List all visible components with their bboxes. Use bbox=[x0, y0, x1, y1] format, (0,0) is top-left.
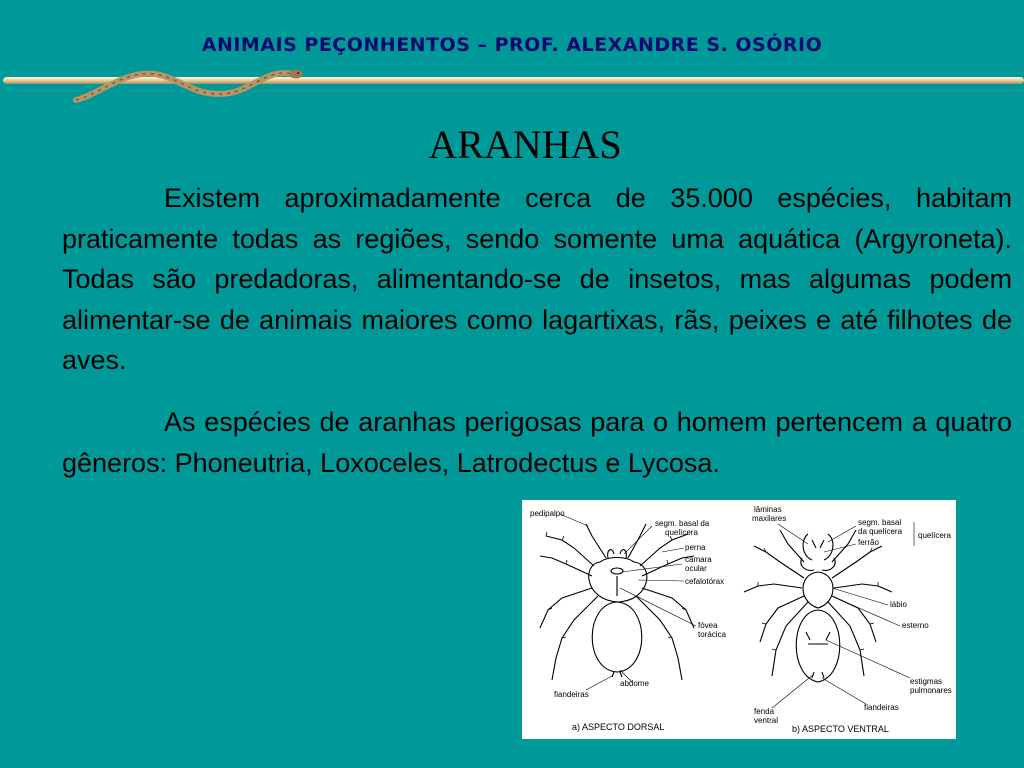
caption-ventral: b) ASPECTO VENTRAL bbox=[792, 724, 889, 734]
label-fiandeiras-dorsal: fiandeiras bbox=[554, 690, 589, 699]
caption-dorsal: a) ASPECTO DORSAL bbox=[572, 722, 665, 732]
label-toracica: torácica bbox=[698, 630, 727, 639]
label-laminas: lâminas bbox=[754, 505, 782, 514]
label-estigmas: estigmas bbox=[910, 677, 943, 686]
spider-anatomy-figure bbox=[522, 500, 956, 739]
label-fiandeiras-ventral: fiandeiras bbox=[864, 703, 899, 712]
paragraph-dangerous-genera: As espécies de aranhas perigosas para o homem pertencem a quatro gêneros: Phoneutria, Loxoceles, Latrodectus e Lycosa. bbox=[62, 407, 1012, 478]
label-pulmonares: pulmonares bbox=[910, 686, 952, 695]
label-cefalotorax: cefalotórax bbox=[685, 577, 725, 586]
label-fenda: fenda bbox=[754, 707, 775, 716]
label-ferrao: ferrão bbox=[858, 538, 879, 547]
label-fovea: fóvea bbox=[698, 621, 718, 630]
snake-icon bbox=[70, 64, 310, 106]
label-camara: câmara bbox=[685, 555, 712, 564]
label-ocular: ocular bbox=[685, 564, 707, 573]
label-segm-basal-ventral: segm. basal bbox=[858, 518, 902, 527]
label-pedipalpo: pedipalpo bbox=[530, 509, 565, 518]
slide-title: ARANHAS bbox=[428, 122, 622, 167]
spider-ventral-drawing bbox=[744, 530, 892, 682]
label-ventral: ventral bbox=[754, 716, 779, 725]
label-quelicera: quelícera bbox=[665, 528, 698, 537]
label-esterno: esterno bbox=[902, 621, 929, 630]
header-title: ANIMAIS PEÇONHENTOS – PROF. ALEXANDRE S. OSÓRIO bbox=[201, 34, 823, 56]
label-da-quelicera: da quelícera bbox=[858, 527, 903, 536]
paragraph-species: Existem aproximadamente cerca de 35.000 espécies, habitam praticamente todas as regiões, sendo somente uma aquática (Argyroneta). Todas são predadoras, alimentando-se de insetos, mas algumas podem alimentar-se de animais maiores como lagartixas, rãs, peixes e até filhotes de aves. bbox=[62, 183, 1012, 375]
label-maxilares: maxilares bbox=[752, 514, 787, 523]
label-quelicera-ventral: quelícera bbox=[918, 531, 951, 540]
label-segm-basal: segm. basal da bbox=[655, 519, 710, 528]
label-abdome: abdome bbox=[620, 679, 649, 688]
label-perna: perna bbox=[685, 543, 706, 552]
spider-dorsal-drawing bbox=[540, 524, 694, 680]
label-labio: lábio bbox=[890, 600, 907, 609]
